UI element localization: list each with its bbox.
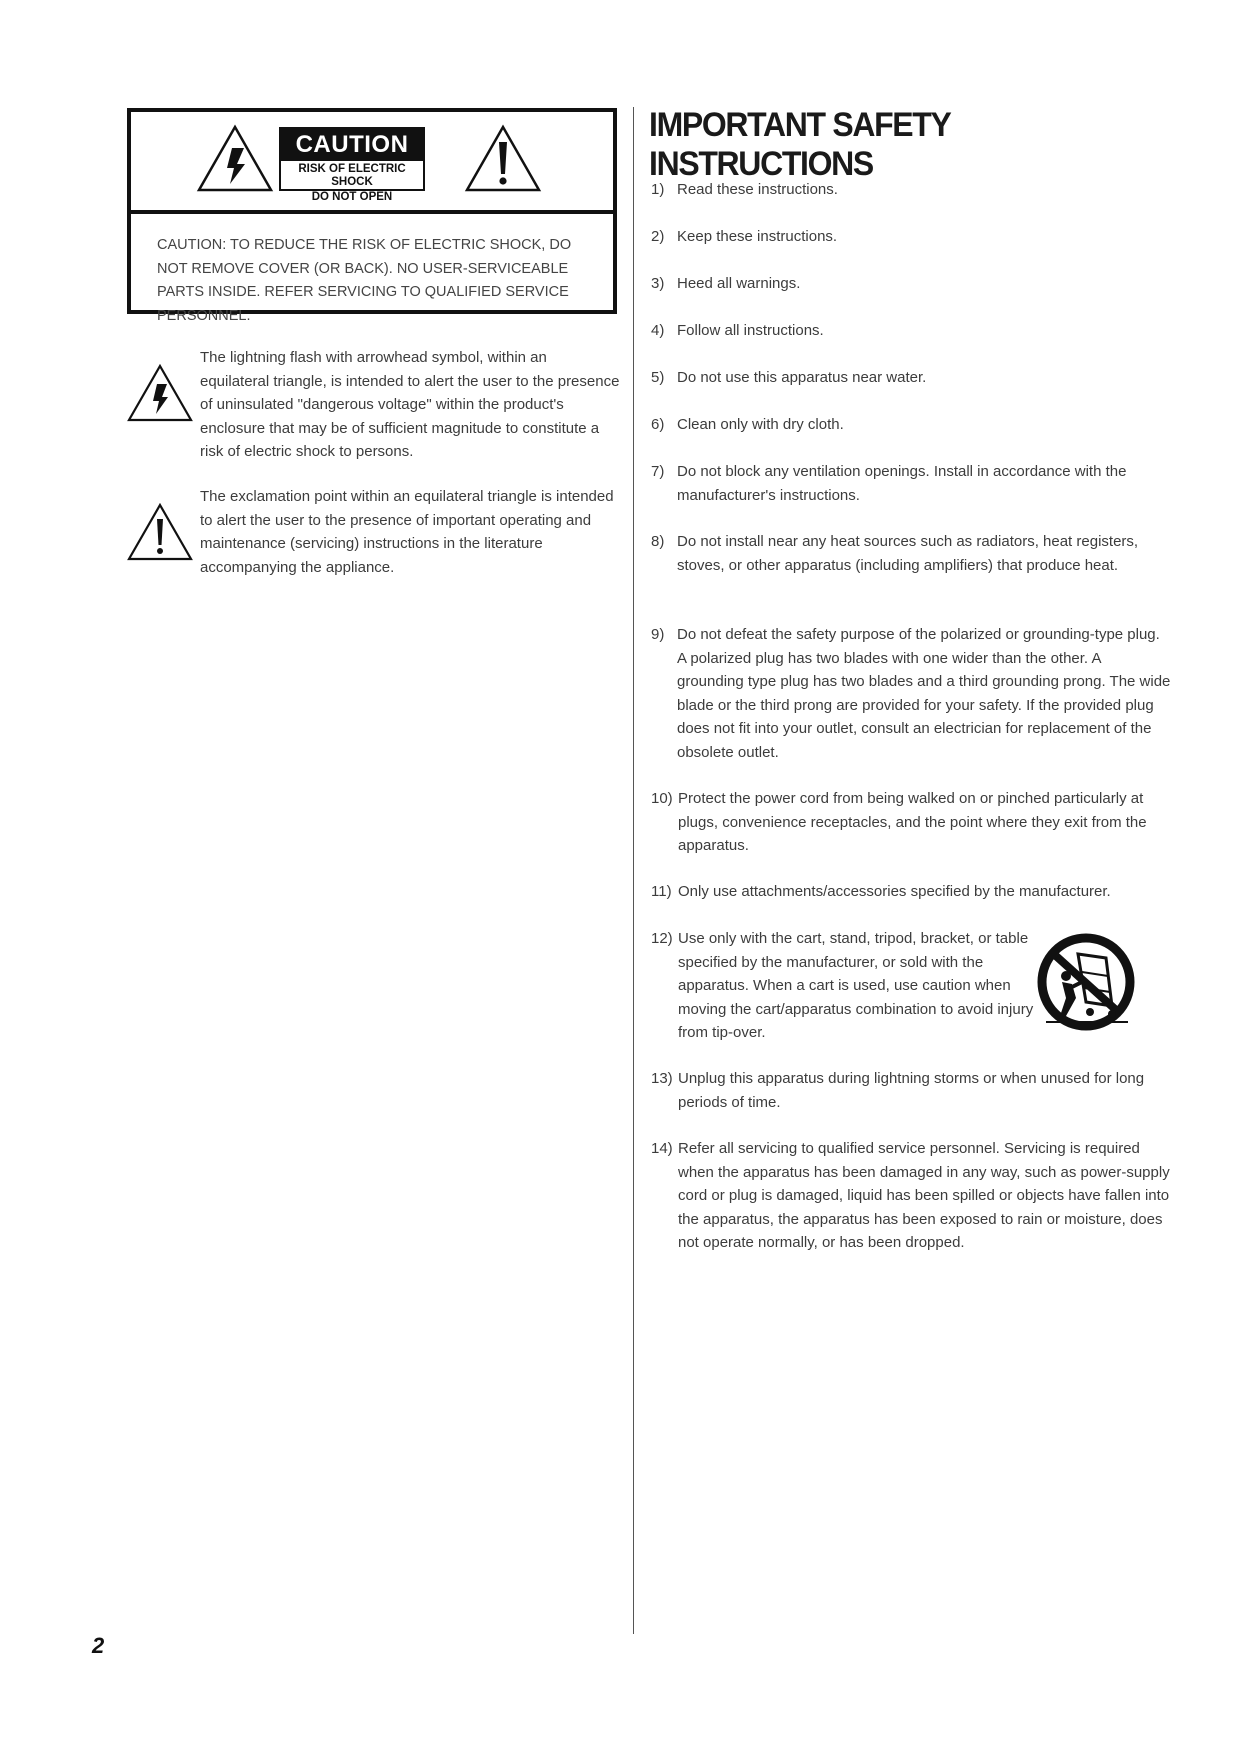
instruction-item bbox=[651, 366, 1171, 390]
instruction-item bbox=[651, 787, 1171, 858]
instruction-number: 3) bbox=[651, 275, 665, 292]
instruction-number: 10) bbox=[651, 790, 673, 807]
instruction-text: Do not block any ventilation openings. Install in accordance with the manufacturer's instructions. bbox=[677, 463, 1127, 504]
instruction-text: Use only with the cart, stand, tripod, bracket, or table specified by the manufacturer, or sold with the apparatus. When a cart is used, use caution when moving the cart/apparatus combination to avoid injury from tip-over. bbox=[678, 930, 1034, 1041]
page-title: IMPORTANT SAFETY INSTRUCTIONS bbox=[649, 106, 950, 183]
instruction-item bbox=[651, 1137, 1171, 1255]
caution-body: CAUTION: TO REDUCE THE RISK OF ELECTRIC SHOCK, DO NOT REMOVE COVER (OR BACK). NO USER-SERVICEABLE PARTS INSIDE. REFER SERVICING TO QUALIFIED SERVICE PERSONNEL. bbox=[157, 237, 572, 324]
instruction-text: Clean only with dry cloth. bbox=[677, 416, 844, 433]
caution-subtitle-1: RISK OF ELECTRIC SHOCK bbox=[298, 163, 406, 188]
instruction-item bbox=[651, 460, 1171, 507]
instruction-item bbox=[651, 927, 1036, 1045]
lightning-triangle-icon bbox=[127, 364, 193, 422]
instruction-number: 8) bbox=[651, 533, 665, 550]
column-divider bbox=[633, 107, 634, 1634]
page-number: 2 bbox=[92, 1633, 105, 1658]
instruction-text: Only use attachments/accessories specified by the manufacturer. bbox=[678, 883, 1111, 900]
instruction-number: 9) bbox=[651, 626, 665, 643]
instruction-item bbox=[651, 413, 1171, 437]
exclamation-triangle-icon bbox=[127, 503, 193, 561]
instruction-text: Read these instructions. bbox=[677, 181, 838, 198]
instruction-text: Refer all servicing to qualified service personnel. Servicing is required when the apparatus has been damaged in any way, such as power-supply cord or plug is damaged, liquid has been spilled or objects have fallen into the apparatus, the apparatus has been exposed to rain or moisture, does not operate normally, or has been dropped. bbox=[678, 1140, 1170, 1251]
instruction-text: Heed all warnings. bbox=[677, 275, 801, 292]
instruction-text: Do not install near any heat sources such as radiators, heat registers, stoves, or other apparatus (including amplifiers) that produce heat. bbox=[677, 533, 1139, 574]
instruction-item bbox=[651, 319, 1171, 343]
instruction-item bbox=[651, 178, 1171, 202]
instruction-item bbox=[651, 530, 1171, 577]
instruction-item bbox=[651, 623, 1171, 764]
instruction-item bbox=[651, 225, 1171, 249]
instruction-number: 7) bbox=[651, 463, 665, 480]
instruction-number: 4) bbox=[651, 322, 665, 339]
instruction-text: Unplug this apparatus during lightning storms or when unused for long periods of time. bbox=[678, 1070, 1145, 1111]
instruction-number: 12) bbox=[651, 930, 673, 947]
instruction-item bbox=[651, 880, 1171, 904]
lightning-symbol-text: The lightning flash with arrowhead symbol, within an equilateral triangle, is intended to alert the user to the presence of uninsulated "dangerous voltage" within the product's enclosure that may be of sufficient magnitude to constitute a risk of electric shock to persons. bbox=[200, 349, 620, 460]
instruction-item bbox=[651, 1067, 1171, 1114]
instruction-number: 13) bbox=[651, 1070, 673, 1087]
instruction-text: Keep these instructions. bbox=[677, 228, 838, 245]
lightning-triangle-icon bbox=[196, 124, 274, 194]
exclamation-triangle-icon bbox=[464, 124, 542, 194]
caution-header bbox=[131, 112, 613, 214]
caution-label bbox=[279, 127, 425, 203]
instruction-text: Follow all instructions. bbox=[677, 322, 824, 339]
instruction-text: Do not use this apparatus near water. bbox=[677, 369, 927, 386]
caution-box bbox=[127, 108, 617, 324]
instruction-number: 1) bbox=[651, 181, 665, 198]
instruction-text: Do not defeat the safety purpose of the polarized or grounding-type plug. A polarized plug has two blades with one wider than the other. A grounding type plug has two blades and a third grounding prong. The wide blade or the third prong are provided for your safety. If the provided plug does not fit into your outlet, consult an electrician for replacement of the obsolete outlet. bbox=[677, 626, 1171, 761]
caution-subtitle-2: DO NOT OPEN bbox=[311, 191, 393, 203]
cart-tip-over-warning-icon bbox=[1036, 932, 1136, 1032]
caution-title: CAUTION bbox=[281, 129, 423, 161]
instruction-number: 14) bbox=[651, 1140, 673, 1157]
instruction-number: 2) bbox=[651, 228, 665, 245]
instruction-number: 6) bbox=[651, 416, 665, 433]
instruction-text: Protect the power cord from being walked on or pinched particularly at plugs, convenience receptacles, and the point where they exit from the apparatus. bbox=[678, 790, 1147, 854]
instruction-number: 11) bbox=[651, 883, 672, 900]
instruction-item bbox=[651, 272, 1171, 296]
exclamation-symbol-text: The exclamation point within an equilateral triangle is intended to alert the user to the presence of important operating and maintenance (servicing) instructions in the literature accompanying the appliance. bbox=[200, 488, 614, 576]
instruction-number: 5) bbox=[651, 369, 665, 386]
